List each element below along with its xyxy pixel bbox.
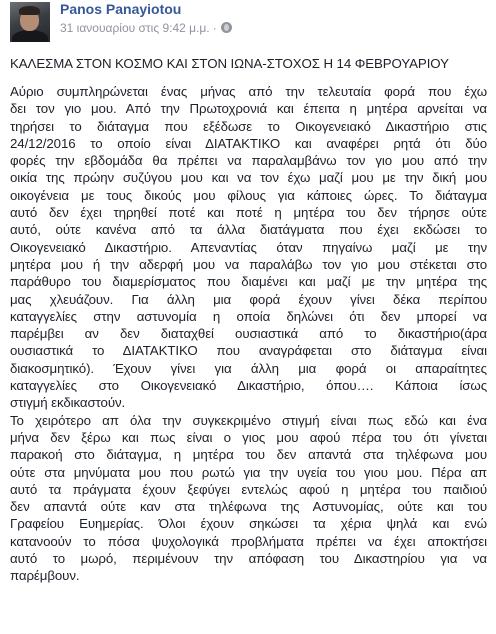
post-timestamp[interactable]: 31 ιανουαρίου στις 9:42 μ.μ.	[60, 21, 210, 35]
post-body-line: τηρήσει το διάταγμα που εξέδωσε το Οικογενειακό Δικαστήριο στις	[10, 118, 487, 134]
post-body-line: Γραφείου Ευημερίας. Όλοι έχουν σηκώσει τα χέρια ψηλά και ενώ	[10, 516, 487, 532]
author-name[interactable]: Panos Panayiotou	[60, 1, 182, 17]
post-title: ΚΑΛΕΣΜΑ ΣΤΟΝ ΚΟΣΜΟ ΚΑΙ ΣΤΟΝ ΙΩΝΑ-ΣΤΟΧΟΣ Η 14 ΦΕΒΡΟΥΑΡΙΟΥ	[10, 56, 449, 71]
meta-separator: ·	[212, 21, 217, 35]
post-body-line: μητέρα μου ή την αδερφή μου να παραλάβω τον γιο μου στέκεται στο	[10, 256, 487, 272]
globe-icon[interactable]	[221, 22, 232, 33]
post-body-line: μας χλευάζουν. Για άλλη μια φορά έχουν γίνει δέκα περίπου	[10, 291, 487, 307]
post-body-line: παρέμβει αν δεν διαταχθεί ουσιαστικά από το δικαστήριο(άρα	[10, 326, 487, 342]
post-body-line: αυτό το μωρό, περιμένουν την απόφαση του Δικαστηρίου για να	[10, 551, 487, 567]
post-body	[10, 83, 487, 585]
post-header	[10, 0, 487, 50]
post-body-line: κατανοούν το πόσα ψυχολογικά προβλήματα πρέπει να έχει αποκτήσει	[10, 533, 487, 549]
post-body-line: καταγγελίες στην αστυνομία η οποία δηλώνει ότι δεν μπορεί να	[10, 308, 487, 324]
post-body-line: Οικογενειακό Δικαστήριο. Απεναντίας όταν πηγαίνω μαζί με την	[10, 239, 487, 255]
post-body-line: Αύριο συμπληρώνεται ένας μήνας από την τελευταία φορά που έχω	[10, 84, 487, 99]
post-body-line: αυτό τα πράγματα έχουν ξεφύγει εντελώς αφού η μητέρα του παιδιού	[10, 481, 487, 497]
post-body-line: ούτε στα μηνύματα μου που ρωτώ για την υγεία του γιου μου. Πέρα απ	[10, 464, 487, 480]
post-body-line: διακοσμητικό). Έχουν γίνει για άλλη μια φορά οι απαραίτητες	[10, 360, 487, 376]
post-body-line: αυτό δεν έχει τηρηθεί ποτέ και ποτέ η μητέρα του δεν τήρησε ούτε	[10, 205, 487, 221]
avatar[interactable]	[10, 2, 50, 42]
post-body-line: στιγμή εκδικαστούν.	[10, 395, 126, 411]
post-body-line: οικία της πρώην συζύγου μου και να τον έχω μαζί μου με την δική μου	[10, 170, 487, 186]
post-body-line: δει τον γιο μου. Από την Πρωτοχρονιά και έπειτα η μητέρα αρνείται να	[10, 101, 487, 117]
post-body-line: καταγγελίες στο Οικογενειακό Δικαστήριο, όπου…. Κάποια ίσως	[10, 378, 487, 394]
post-body-line: αυτό, ούτε κανένα από τα άλλα διατάγματα που έχει εκδώσει το	[10, 222, 487, 238]
post-body-line: παράθυρο του διαμερίσματος που διαμένει και μαζί με την μητέρα της	[10, 274, 487, 290]
post-body-line: 24/12/2016 το οποίο είναι ΔΙΑΤΑΚΤΙΚΟ και αναφέρει ρητά ότι δύο	[10, 135, 487, 151]
post-body-line: Το χειρότερο απ όλα την συγκεκριμένο στιγμή είναι πως εδώ και ένα	[10, 412, 487, 428]
post-body-line: φορές την εβδομάδα θα πρέπει να παραλαμβάνω τον γιο μου από την	[10, 153, 487, 169]
post-body-line: παρακοή στο διάταγμα, η μητέρα του δεν απαντά στα τηλέφωνα μου	[10, 447, 487, 463]
post-body-line: οικογένεια με τους δικούς μου φίλους για κάποιες ώρες. Το διάταγμα	[10, 187, 487, 203]
post-body-line: παρέμβουν.	[10, 568, 80, 584]
post-body-line: μήνα δεν ξέρω και πως είναι ο γιος μου αφού πέρα του ότι γίνεται	[10, 429, 487, 445]
post-body-line: ουσιαστικά το ΔΙΑΤΑΚΤΙΚΟ που αναγράφεται στο διάταγμα είναι	[10, 343, 487, 359]
post-meta	[60, 20, 232, 36]
post-body-line: δεν απαντά ούτε καν στα τηλέφωνα της Αστυνομίας, ούτε και του	[10, 499, 487, 515]
